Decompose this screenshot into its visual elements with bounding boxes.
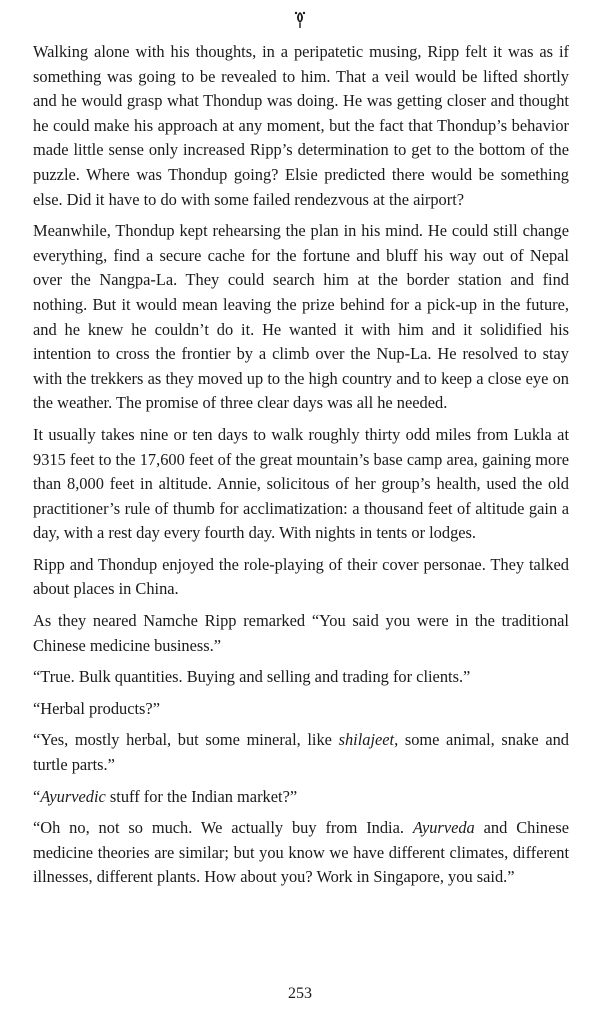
body-text [33,40,569,897]
paragraph [33,728,569,777]
paragraph [33,816,569,890]
paragraph: It usually takes nine or ten days to walk roughly thirty odd miles from Lukla at 9315 feet to the 17,600 feet of the great mountain’s base camp area, gaining more than 8,000 feet in altitude. Annie, solicitous of her group’s health, used the old practitioner’s rule of thumb for acclimatization: a thousand feet of altitude gain a day, with a rest day every fourth day. With nights in tents or lodges. [33,424,569,543]
text-segment: “Oh no, not so much. We actually buy from India. [33,818,413,838]
paragraph: As they neared Namche Ripp remarked “You said you were in the traditional Chinese medicine business.” [33,611,569,655]
text-segment: stuff for the Indian market?” [105,786,298,806]
italic-term: shilajeet [338,730,395,750]
text-segment: “Yes, mostly herbal, but some mineral, like [33,730,339,750]
text-segment: and Chinese medicine theories are similar; but you know we have different climates, different illnesses, different plants. How about you? Work in Singapore, you said.” [33,818,569,887]
paragraph: Ripp and Thondup enjoyed the role-playing of their cover personae. They talked about places in China. [33,554,569,599]
paragraph [33,785,569,810]
paragraph: Walking alone with his thoughts, in a peripatetic musing, Ripp felt it was as if something was going to be revealed to him. That a veil would be lifted shortly and he would grasp what Thondup was doing. He was getting closer and thought he could make his approach at any moment, but the fact that Thondup’s behavior made little sense only increased Ripp’s determination to get to the bottom of the puzzle. Where was Thondup going? Elsie predicted there would be something else. Did it have to do with some failed rendezvous at the airport? [33,42,569,209]
paragraph: Meanwhile, Thondup kept rehearsing the plan in his mind. He could still change everything, find a secure cache for the fortune and bluff his way out of Nepal over the Nangpa-La. They could search him at the border station and find nothing. But it would mean leaving the prize behind for a pick-up in the future, and he knew he couldn’t do it. He wanted it with him and it solidified his intention to cross the frontier by a climb over the Nup-La. He resolved to stay with the trekkers as they moved up to the high country and to keep a close eye on the weather. The promise of three clear days was all he needed. [33,221,569,413]
header-ornament [0,10,600,32]
italic-term: Ayurveda [412,818,475,838]
text-segment: , some animal, snake and turtle parts.” [33,730,569,775]
paragraph: “Herbal products?” [33,698,160,718]
leaf-ornament-icon [293,10,307,30]
italic-term: Ayurvedic [40,786,106,806]
paragraph: “True. Bulk quantities. Buying and selling and trading for clients.” [33,667,471,687]
page-number: 253 [288,985,312,1002]
text-segment: “ [33,786,41,806]
